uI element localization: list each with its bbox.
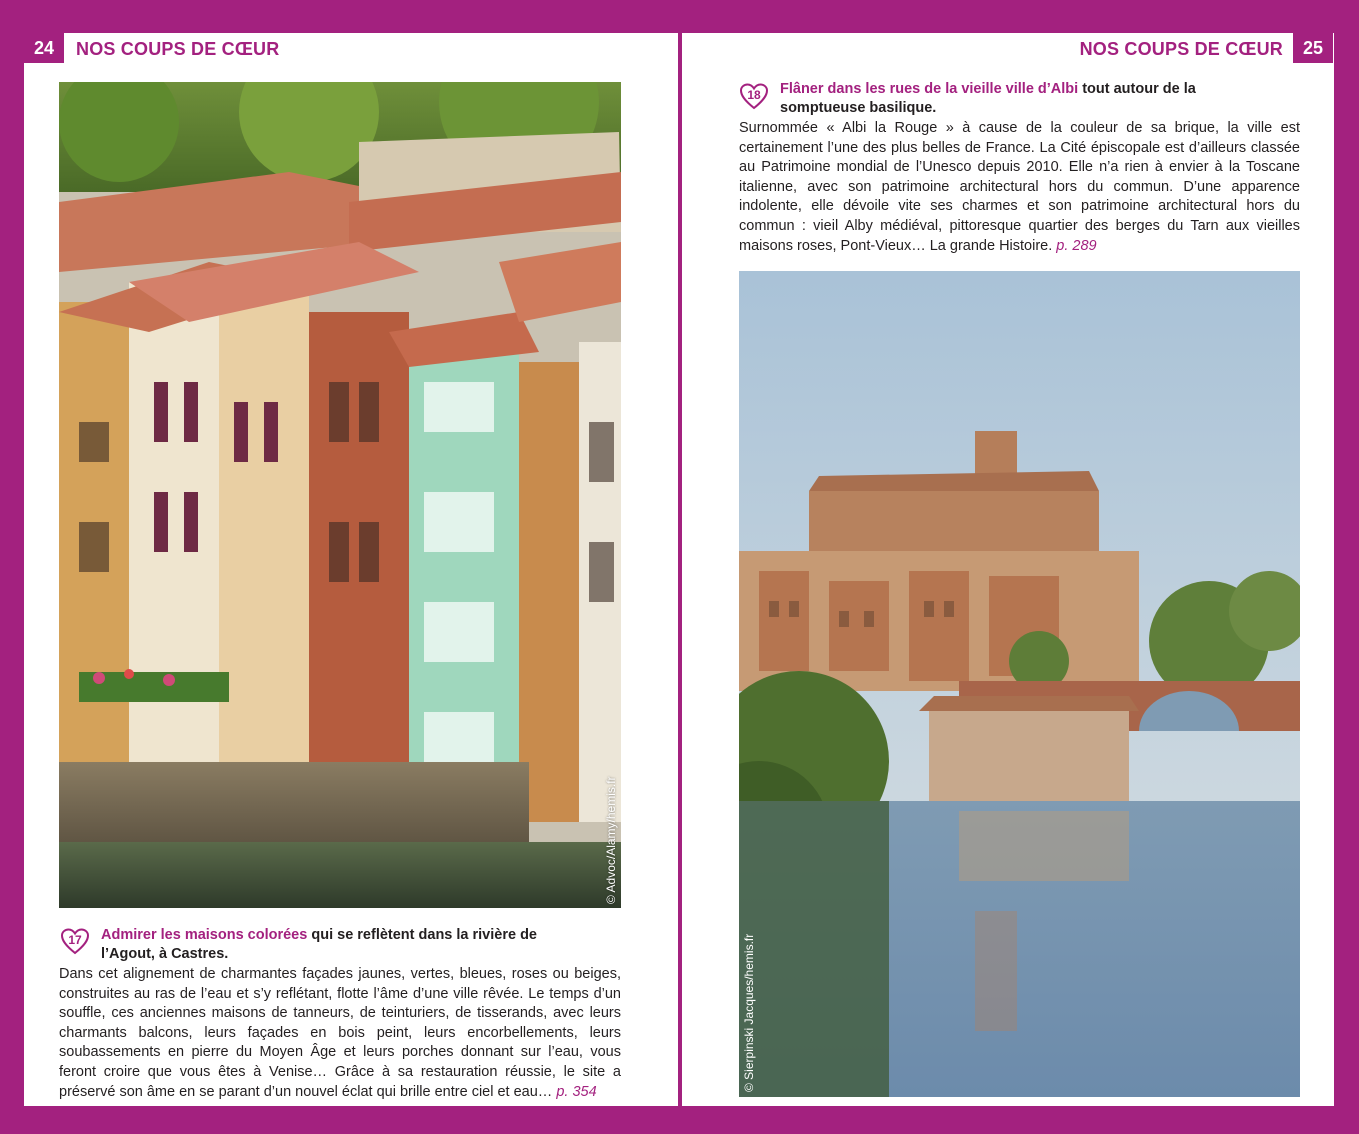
running-header-right: NOS COUPS DE CŒUR [1079,39,1283,59]
entry-18-page-ref: p. 289 [1056,237,1097,254]
page-number-left: 24 [24,33,64,63]
entry-17-lead-rest: qui se reflètent dans la rivière de l’Agout, à Castres. [101,927,537,962]
entry-18-badge [739,82,769,110]
entry-17-page-ref: p. 354 [556,1083,597,1100]
entry-17-body [59,965,621,1102]
entry-18-number: 18 [747,88,761,102]
page-gutter [678,33,682,1106]
entry-17-lead-highlight: Admirer les maisons colorées [101,927,308,943]
photo-credit-right: © Sierpinski Jacques/hemis.fr [742,933,756,1092]
entry-18-body-text: Surnommée « Albi la Rouge » à cause de la couleur de sa brique, la ville est certainement l’une des plus belles de France. La Cité épiscopale est d’ailleurs classée au Patrimoine mondial de l’Unesco depuis 2010. Elle n’a rien à envier à la Toscane italienne, avec son patrimoine architectural hors du commun. D’une apparence indolente, elle dévoile vite ses charmes et son patrimoine architectural hors du commun : vieil Alby médiéval, pittoresque quartier des berges du Tarn aux vieilles maisons roses, Pont-Vieux… La grande Histoire. [739,120,1300,254]
entry-18-body [739,119,1300,256]
entry-18-lead [780,80,1220,118]
running-header-left: NOS COUPS DE CŒUR [76,39,280,59]
page-number-right: 25 [1293,33,1333,63]
entry-18-lead-highlight: Flâner dans les rues de la vieille ville d’Albi [780,81,1079,97]
entry-17-body-text: Dans cet alignement de charmantes façades jaunes, vertes, bleues, roses ou beiges, construites au ras de l’eau et s’y reflétant, flotte l’âme d’une ville rêvée. Le temps d’un souffle, ces anciennes maisons de tanneurs, de teinturiers, de tisserands, avec leurs charmants balcons, leurs façades en bois peint, leurs encorbellements, leurs soubassements en pierre du Moyen Âge et leurs porches donnant sur l’eau, vous feront croire que vous êtes à Venise… Grâce à sa restauration réussie, le site a préservé son âme en se parant d’un nouvel éclat qui brille entre ciel et eau… [59,966,621,1100]
entry-17-lead [101,926,581,964]
photo-credit-left: © Advoc/Alamy/hemis.fr [604,776,618,904]
castres-houses-photo [59,82,621,908]
albi-cathedral-photo [739,271,1300,1097]
entry-17-badge [60,927,90,955]
entry-17-number: 17 [68,933,82,947]
entry-18-lead-rest: tout autour de la somptueuse basilique. [780,81,1196,116]
